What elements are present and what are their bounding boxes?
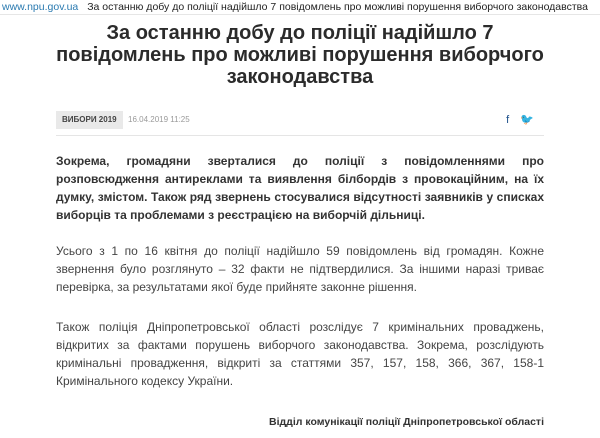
publish-date: 16.04.2019 11:25 — [128, 115, 190, 124]
article-paragraph-1: Усього з 1 по 16 квітня до поліції надійшло 59 повідомлень від громадян. Кожне звернення було розглянуто – 32 факти не підтвердилися. За іншими наразі триває перевірка, за результатами якої буде прийняте законне рішення. — [56, 244, 544, 294]
share-buttons — [498, 112, 534, 128]
category-badge[interactable]: ВИБОРИ 2019 — [56, 111, 123, 129]
twitter-icon[interactable]: 🐦 — [520, 114, 534, 126]
article-paragraph-2: Також поліція Дніпропетровської області розслідує 7 кримінальних проваджень, відкритих за фактами порушень виборчого законодавства. Зокрема, розслідують кримінальні провадження, відкриті за статтями 357, 157, 158, 366, 367, 158-1 Кримінального кодексу України. — [56, 320, 544, 388]
browser-title-bar — [0, 0, 600, 15]
tab-title: За останню добу до поліції надійшло 7 повідомлень про можливі порушення виборчого законодавства — [87, 1, 588, 13]
article-headline: За останню добу до поліції надійшло 7 повідомлень про можливі порушення виборчого законодавства — [56, 22, 544, 88]
divider — [56, 135, 544, 136]
article-signature: Відділ комунікації поліції Дніпропетровської області — [269, 416, 544, 428]
article-meta — [56, 111, 544, 133]
site-url[interactable]: www.npu.gov.ua — [2, 1, 79, 13]
facebook-icon[interactable]: f — [506, 114, 510, 126]
article-lead: Зокрема, громадяни зверталися до поліції з повідомленнями про розповсюдження антиреклами та виявлення білбордів з провокаційним, на їх думку, змістом. Також ряд звернень стосувалися відсутності заявників у списках виборців та проблемами з реєстрацією на виборчій дільниці. — [56, 154, 544, 222]
